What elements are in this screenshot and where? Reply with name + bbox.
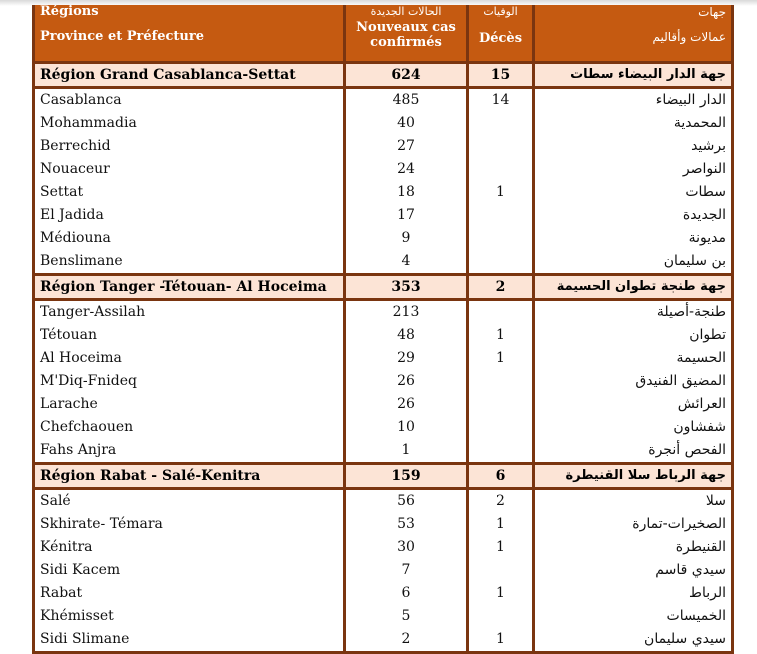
table-row xyxy=(34,370,733,393)
province-name-ar: سلا xyxy=(534,489,733,514)
province-name: Rabat xyxy=(34,582,345,605)
table-row xyxy=(34,250,733,275)
province-name-ar: برشيد xyxy=(534,135,733,158)
province-name-ar: القنيطرة xyxy=(534,536,733,559)
province-name: Mohammadia xyxy=(34,112,345,135)
table-row xyxy=(34,300,733,325)
province-name-ar: سيدي قاسم xyxy=(534,559,733,582)
province-cases: 9 xyxy=(345,227,468,250)
province-name-ar: الدار البيضاء xyxy=(534,88,733,113)
header-new-cases-ar: الحالات الجديدة xyxy=(370,5,442,18)
province-name: Médiouna xyxy=(34,227,345,250)
table-row xyxy=(34,88,733,113)
province-name: El Jadida xyxy=(34,204,345,227)
province-name: Al Hoceima xyxy=(34,347,345,370)
province-cases: 29 xyxy=(345,347,468,370)
province-cases: 5 xyxy=(345,605,468,628)
province-deaths: 1 xyxy=(468,324,534,347)
region-row xyxy=(34,63,733,88)
province-cases: 1 xyxy=(345,439,468,464)
province-cases: 24 xyxy=(345,158,468,181)
table-row xyxy=(34,181,733,204)
province-name-ar: الحسيمة xyxy=(534,347,733,370)
province-name: Nouaceur xyxy=(34,158,345,181)
province-cases: 56 xyxy=(345,489,468,514)
province-name-ar: النواصر xyxy=(534,158,733,181)
covid-cases-table xyxy=(32,5,734,654)
region-cases: 624 xyxy=(345,63,468,88)
header-deaths xyxy=(468,5,534,63)
province-name: Sidi Slimane xyxy=(34,628,345,653)
province-name: Skhirate- Témara xyxy=(34,513,345,536)
province-name: Larache xyxy=(34,393,345,416)
province-name-ar: الفحص أنجرة xyxy=(534,439,733,464)
province-cases: 7 xyxy=(345,559,468,582)
province-name: Tanger-Assilah xyxy=(34,300,345,325)
province-deaths xyxy=(468,300,534,325)
province-name: Benslimane xyxy=(34,250,345,275)
province-deaths: 1 xyxy=(468,513,534,536)
table-row xyxy=(34,135,733,158)
province-cases: 18 xyxy=(345,181,468,204)
province-deaths: 1 xyxy=(468,582,534,605)
province-name-ar: شفشاون xyxy=(534,416,733,439)
region-deaths: 6 xyxy=(468,464,534,489)
table-row xyxy=(34,536,733,559)
province-cases: 53 xyxy=(345,513,468,536)
table-row xyxy=(34,559,733,582)
header-deaths-fr: Décès xyxy=(478,31,523,46)
province-name-ar: الرباط xyxy=(534,582,733,605)
province-name: Sidi Kacem xyxy=(34,559,345,582)
table-row xyxy=(34,112,733,135)
province-deaths xyxy=(468,370,534,393)
header-regions-label: Régions xyxy=(40,5,99,19)
region-deaths: 2 xyxy=(468,275,534,300)
province-name-ar: الجديدة xyxy=(534,204,733,227)
region-name-ar: جهة الرباط سلا القنيطرة xyxy=(534,464,733,489)
province-deaths xyxy=(468,227,534,250)
region-name: Région Rabat - Salé-Kenitra xyxy=(34,464,345,489)
province-name-ar: المحمدية xyxy=(534,112,733,135)
region-name-ar: جهة الدار البيضاء سطات xyxy=(534,63,733,88)
province-cases: 213 xyxy=(345,300,468,325)
province-name: Chefchaouen xyxy=(34,416,345,439)
region-row xyxy=(34,275,733,300)
province-name-ar: طنجة-أصيلة xyxy=(534,300,733,325)
province-name-ar: مديونة xyxy=(534,227,733,250)
province-name: Tétouan xyxy=(34,324,345,347)
province-name: Berrechid xyxy=(34,135,345,158)
region-row xyxy=(34,464,733,489)
province-name: M'Diq-Fnideq xyxy=(34,370,345,393)
province-deaths: 14 xyxy=(468,88,534,113)
region-deaths: 15 xyxy=(468,63,534,88)
header-region-province xyxy=(34,5,345,63)
province-cases: 26 xyxy=(345,393,468,416)
province-cases: 30 xyxy=(345,536,468,559)
province-cases: 40 xyxy=(345,112,468,135)
region-name: Région Grand Casablanca-Settat xyxy=(34,63,345,88)
region-cases: 353 xyxy=(345,275,468,300)
province-deaths: 1 xyxy=(468,628,534,653)
region-cases: 159 xyxy=(345,464,468,489)
province-cases: 27 xyxy=(345,135,468,158)
province-name-ar: العرائش xyxy=(534,393,733,416)
province-cases: 17 xyxy=(345,204,468,227)
province-deaths: 1 xyxy=(468,347,534,370)
province-name-ar: المضيق الفنيدق xyxy=(534,370,733,393)
province-name: Salé xyxy=(34,489,345,514)
province-cases: 48 xyxy=(345,324,468,347)
province-deaths xyxy=(468,158,534,181)
table-body xyxy=(34,63,733,653)
province-deaths: 1 xyxy=(468,536,534,559)
province-cases: 26 xyxy=(345,370,468,393)
province-cases: 10 xyxy=(345,416,468,439)
region-name: Région Tanger -Tétouan- Al Hoceima xyxy=(34,275,345,300)
table-row xyxy=(34,324,733,347)
province-name-ar: سطات xyxy=(534,181,733,204)
table-row xyxy=(34,489,733,514)
table-row xyxy=(34,393,733,416)
province-deaths: 1 xyxy=(468,181,534,204)
province-name: Casablanca xyxy=(34,88,345,113)
header-province-label: Province et Préfecture xyxy=(40,29,205,44)
header-deaths-ar: الوفيات xyxy=(483,5,518,18)
province-cases: 6 xyxy=(345,582,468,605)
table-row xyxy=(34,628,733,653)
province-name-ar: الصخيرات-تمارة xyxy=(534,513,733,536)
table-header-row xyxy=(34,5,733,63)
header-regions-ar: جهات xyxy=(698,5,726,19)
province-name-ar: بن سليمان xyxy=(534,250,733,275)
province-deaths: 2 xyxy=(468,489,534,514)
province-deaths xyxy=(468,393,534,416)
province-name-ar: الخميسات xyxy=(534,605,733,628)
province-deaths xyxy=(468,559,534,582)
province-cases: 4 xyxy=(345,250,468,275)
province-name: Fahs Anjra xyxy=(34,439,345,464)
table-row xyxy=(34,227,733,250)
header-new-cases-fr: Nouveaux cas confirmés xyxy=(356,20,456,50)
province-deaths xyxy=(468,204,534,227)
province-deaths xyxy=(468,605,534,628)
province-cases: 485 xyxy=(345,88,468,113)
province-deaths xyxy=(468,439,534,464)
province-name: Kénitra xyxy=(34,536,345,559)
province-name-ar: سيدي سليمان xyxy=(534,628,733,653)
table-row xyxy=(34,439,733,464)
province-deaths xyxy=(468,112,534,135)
province-deaths xyxy=(468,135,534,158)
header-province-ar: عمالات وأقاليم xyxy=(652,30,726,44)
table-row xyxy=(34,347,733,370)
region-name-ar: جهة طنجة تطوان الحسيمة xyxy=(534,275,733,300)
province-deaths xyxy=(468,250,534,275)
province-name-ar: تطوان xyxy=(534,324,733,347)
table-row xyxy=(34,605,733,628)
table-row xyxy=(34,416,733,439)
table-row xyxy=(34,158,733,181)
table-row xyxy=(34,582,733,605)
header-new-cases xyxy=(345,5,468,63)
province-deaths xyxy=(468,416,534,439)
province-name: Settat xyxy=(34,181,345,204)
header-arabic-region xyxy=(534,5,733,63)
province-cases: 2 xyxy=(345,628,468,653)
table-row xyxy=(34,204,733,227)
table-row xyxy=(34,513,733,536)
province-name: Khémisset xyxy=(34,605,345,628)
